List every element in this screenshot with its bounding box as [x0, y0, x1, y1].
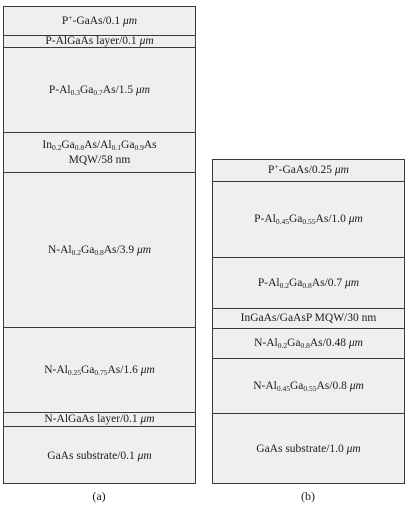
layer-label: P-AlGaAs layer/0.1 μm: [45, 35, 154, 48]
layer-label: $P-Al_{0.45}Ga_{0.55}As/1.0$ μm: [254, 213, 363, 227]
panel-b-layer-2: [213, 182, 404, 258]
panel-a-layer-5: [4, 173, 195, 328]
layer-label: $P-Al_{0.3}Ga_{0.7}As/1.5$ μm: [48, 83, 151, 97]
layer-stack-a: [3, 6, 196, 484]
panel-a-layer-4: [4, 133, 195, 173]
layer-label: P+-GaAs/0.1 μm: [61, 12, 138, 27]
panel-a-layer-2: [4, 36, 195, 48]
layer-label: $N-Al_{0.2}Ga_{0.8}As/3.9$ μm: [47, 243, 152, 257]
panel-b-layer-3: [213, 258, 404, 309]
panel-b-caption: (b): [301, 489, 315, 503]
layer-label: $P-Al_{0.2}Ga_{0.8}As/0.7$ μm: [257, 276, 360, 290]
panel-b-layer-5: [213, 329, 404, 359]
panel-a-layer-8: [4, 427, 195, 485]
layer-label: $N-Al_{0.45}Ga_{0.55}As/0.8$ μm: [253, 379, 364, 393]
panel-b-layer-1: [213, 160, 404, 182]
layer-label: P+-GaAs/0.25 μm: [268, 162, 349, 177]
layer-label: GaAs substrate/1.0 μm: [256, 443, 361, 456]
panel-b-layer-4: [213, 309, 404, 329]
layer-label: GaAs substrate/0.1 μm: [47, 449, 152, 462]
layer-label: $In_{0.2}Ga_{0.8}As/Al_{0.1}Ga_{0.9}As$ MQW/58 nm: [42, 139, 157, 166]
layer-label: N-AlGaAs layer/0.1 μm: [44, 413, 155, 426]
panel-a-layer-7: [4, 413, 195, 427]
panel-a-layer-3: [4, 48, 195, 133]
panel-a-layer-1: [4, 7, 195, 36]
panel-b-layer-7: [213, 414, 404, 485]
layer-label: $N-Al_{0.25}Ga_{0.75}As/1.6$ μm: [44, 363, 155, 377]
layer-label: $N-Al_{0.2}Ga_{0.8}As/0.48$ μm: [254, 337, 363, 351]
panel-a-layer-6: [4, 328, 195, 413]
layer-label: InGaAs/GaAsP MQW/30 nm: [240, 312, 377, 325]
panel-b-layer-6: [213, 359, 404, 414]
panel-a-caption: (a): [92, 489, 106, 503]
layer-stack-b: [212, 159, 405, 484]
